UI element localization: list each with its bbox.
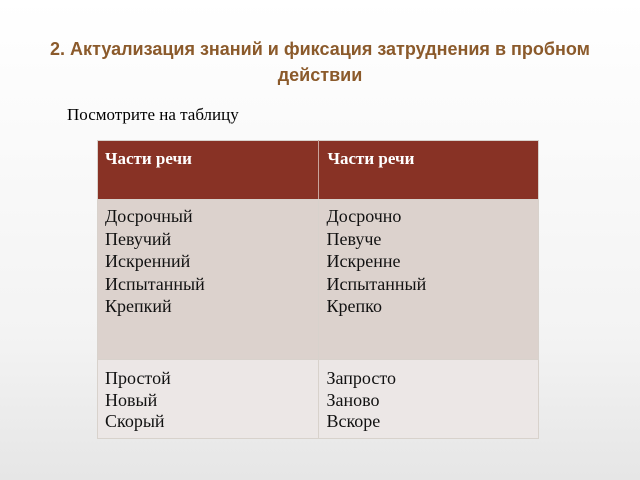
- table-cell: [98, 360, 319, 439]
- table-row: [98, 200, 539, 360]
- table-cell: [98, 200, 319, 360]
- list-item: Заново: [326, 389, 380, 410]
- list-item: Новый: [105, 389, 158, 410]
- word-list: [319, 360, 538, 433]
- header-cell-right: [319, 141, 539, 200]
- list-item: Вскоре: [326, 411, 381, 431]
- parts-of-speech-table: [97, 140, 539, 439]
- table-cell: [319, 200, 539, 360]
- table-cell: [319, 360, 539, 439]
- table-header-row: [98, 141, 539, 200]
- table-row: [98, 360, 539, 439]
- header-label-right: Части речи: [327, 149, 415, 168]
- slide-title: 2. Актуализация знаний и фиксация затруднения в пробном действии: [50, 39, 590, 85]
- header-cell-left: [98, 141, 319, 200]
- list-item: Крепкий: [105, 296, 172, 316]
- list-item: Запросто: [326, 368, 396, 388]
- list-item: Испытанный: [326, 273, 427, 294]
- list-item: Досрочный: [105, 206, 193, 226]
- header-label-left: Части речи: [105, 149, 192, 168]
- list-item: Певучий: [105, 228, 172, 249]
- list-item: Скорый: [105, 411, 165, 431]
- list-item: Испытанный: [105, 273, 205, 294]
- list-item: Певуче: [326, 228, 382, 249]
- list-item: Простой: [105, 368, 171, 388]
- list-item: Искренний: [105, 251, 191, 271]
- list-item: Искренне: [326, 251, 401, 271]
- word-list: [319, 200, 538, 318]
- list-item: Крепко: [326, 296, 382, 316]
- list-item: Досрочно: [326, 206, 402, 226]
- word-list: [98, 200, 318, 318]
- slide-subtitle: Посмотрите на таблицу: [67, 105, 239, 124]
- word-list: [98, 360, 318, 433]
